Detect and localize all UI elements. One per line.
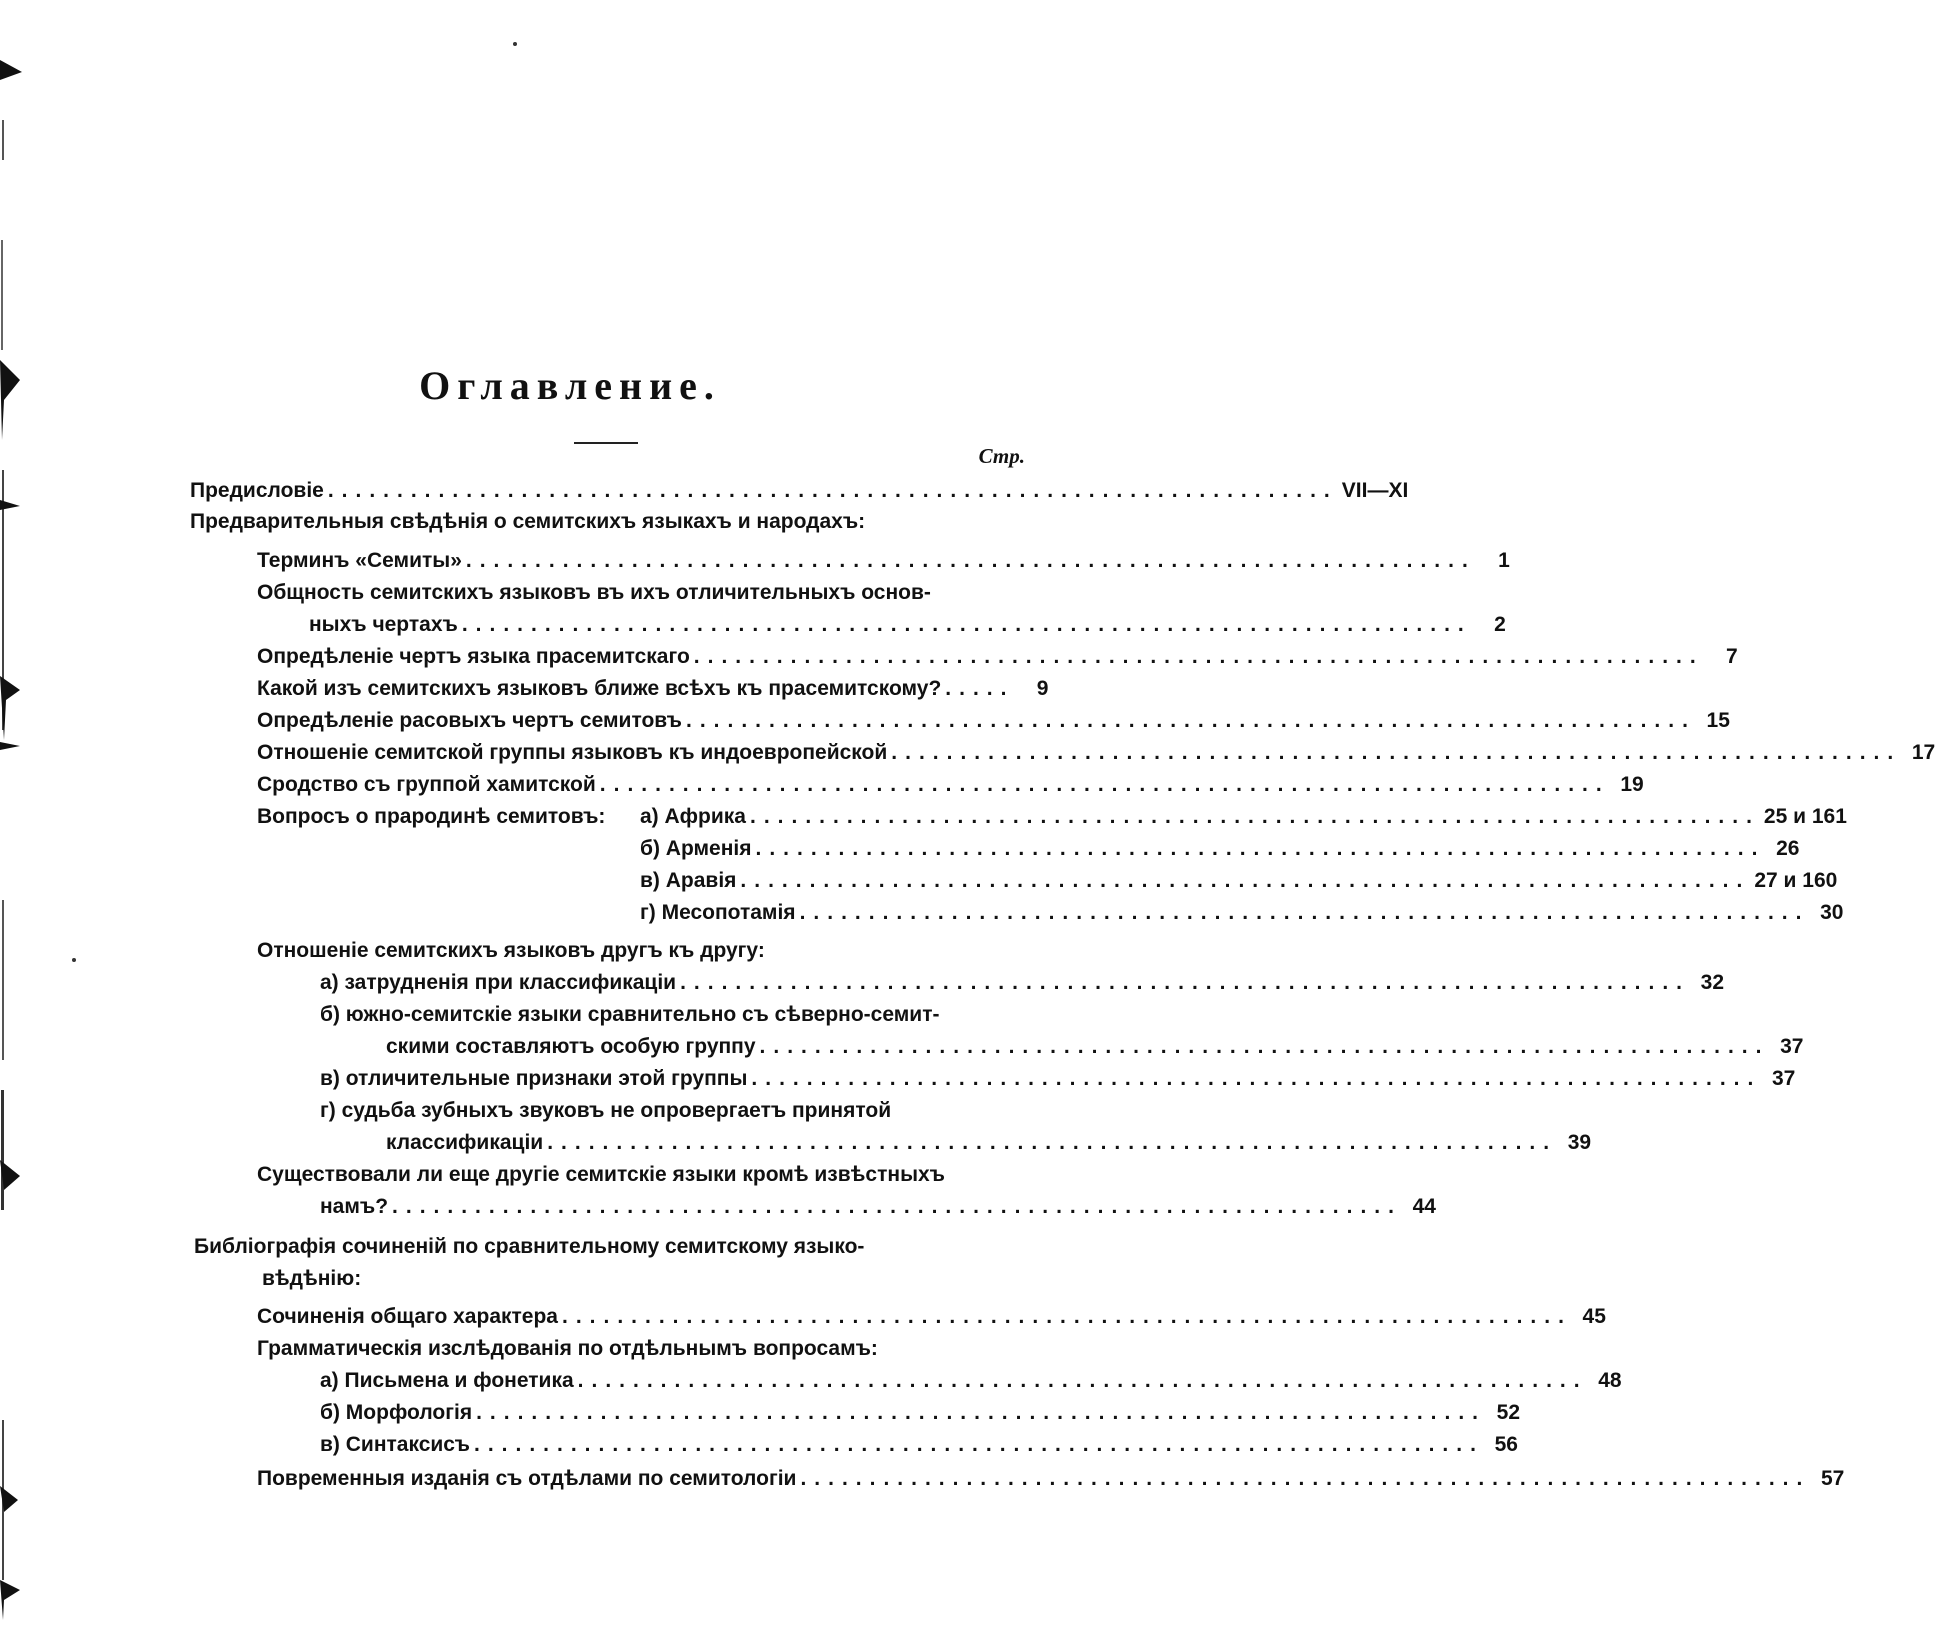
toc-entry: [320, 1430, 1518, 1460]
toc-entry-page: 2: [1494, 613, 1506, 636]
toc-entry-text: ныхъ чертахъ: [309, 613, 458, 636]
toc-entry: [640, 834, 1800, 864]
toc-heading-text: Предварительныя свѣдѣнія о семитскихъ языкахъ и народахъ:: [190, 510, 866, 533]
toc-entry-text: в) Синтаксисъ: [320, 1433, 470, 1456]
toc-entry-page: 44: [1412, 1195, 1436, 1218]
toc-entry: [257, 1464, 1845, 1494]
toc-entry: [257, 738, 1935, 768]
toc-entry-text: а) Африка: [640, 805, 746, 828]
leader-dots: .........................................................................: [759, 1035, 1770, 1058]
leader-dots: .........................................................................: [392, 1195, 1402, 1218]
toc-subheading: [257, 936, 1028, 966]
leader-dots: .........................................................................: [327, 479, 1338, 502]
toc-entry-page: 9: [1036, 677, 1049, 700]
toc-entry-text: б) Арменія: [640, 837, 752, 860]
toc-entry-text: в) Аравія: [640, 869, 737, 892]
toc-entry: [320, 1398, 1520, 1428]
toc-entry: [386, 1032, 1804, 1062]
toc-entry-text: Отношеніе семитской группы языковъ къ индоевропейской: [257, 741, 888, 764]
toc-entry-page: 52: [1496, 1401, 1520, 1424]
toc-entry-text: Предисловіе: [190, 479, 324, 502]
toc-entry: [320, 1064, 1796, 1094]
toc-entry: [640, 866, 1838, 896]
toc-entry: [640, 802, 1847, 832]
toc-entry-text: Терминъ «Семиты»: [257, 549, 462, 572]
toc-entry-page: 32: [1700, 971, 1724, 994]
leader-dots: .........................................................................: [599, 773, 1610, 796]
leader-dots: .........................................................................: [461, 613, 1472, 636]
toc-entry-page: 19: [1620, 773, 1644, 796]
toc-entry-page: 15: [1706, 709, 1730, 732]
toc-entry-page: 45: [1582, 1305, 1606, 1328]
toc-entry-text: Сродство съ группой хамитской: [257, 773, 596, 796]
toc-subheading: [257, 1334, 1028, 1364]
toc-entry: [257, 642, 1738, 672]
toc-entry-page: 48: [1598, 1369, 1622, 1392]
toc-entry-text: г) Месопотамія: [640, 901, 796, 924]
toc-entry-text: Отношеніе семитскихъ языковъ другъ къ другу:: [257, 939, 765, 962]
page-column-label: Стр.: [978, 444, 1025, 468]
toc-heading-text: вѣдѣнію:: [262, 1267, 362, 1290]
leader-dots: .........................................................................: [474, 1433, 1484, 1456]
leader-dots: .........................................................................: [561, 1305, 1572, 1328]
toc-section-heading: [262, 1264, 1028, 1294]
leader-dots: .........................................................................: [680, 971, 1690, 994]
toc-entry-text: Вопросъ о прародинѣ семитовъ:: [257, 805, 606, 828]
leader-dots: .........................................................................: [755, 837, 1766, 860]
toc-entry-text: б) южно-семитскіе языки сравнительно съ сѣверно-семит-: [320, 1003, 940, 1026]
toc-entry: [257, 546, 1510, 576]
toc-entry-page: 7: [1726, 645, 1738, 668]
toc-entry-text: в) отличительные признаки этой группы: [320, 1067, 748, 1090]
toc-entry-line: [257, 578, 1028, 608]
toc-entry: [257, 674, 1049, 704]
toc-entry-text: г) судьба зубныхъ звуковъ не опровергаетъ принятой: [320, 1099, 892, 1122]
toc-entry-text: а) Письмена и фонетика: [320, 1369, 574, 1392]
toc-entry-page: 26: [1776, 837, 1800, 860]
toc-entry-page: 56: [1494, 1433, 1518, 1456]
toc-entry-text: Повременныя изданія съ отдѣлами по семитологіи: [257, 1467, 797, 1490]
toc-entry-text: а) затрудненія при классификаціи: [320, 971, 677, 994]
toc-entry-page: 37: [1780, 1035, 1804, 1058]
toc-entry-text: б) Морфологія: [320, 1401, 473, 1424]
leader-dots: .........................................................................: [800, 1467, 1811, 1490]
toc-entry-text: Какой изъ семитскихъ языковъ ближе всѣхъ къ прасемитскому?: [257, 677, 942, 700]
toc-entry-page: 27 и 160: [1754, 869, 1838, 892]
toc-entry-page: 57: [1821, 1467, 1845, 1490]
toc-entry: [257, 706, 1730, 736]
leader-dots: .........................................................................: [749, 805, 1760, 828]
leader-dots: .........................................................................: [465, 549, 1476, 572]
toc-entry-line: [257, 1160, 1028, 1190]
toc-entry-text: Опредѣленіе расовыхъ чертъ семитовъ: [257, 709, 682, 732]
toc-entry-page: 39: [1567, 1131, 1592, 1154]
toc-entry-text: намъ?: [320, 1195, 389, 1218]
toc-entry: [309, 610, 1506, 640]
leader-dots: .........................................................................: [891, 741, 1902, 764]
toc-entry-line: [320, 1096, 1028, 1126]
toc-entry-text: Существовали ли еще другіе семитскіе языки кромѣ извѣстныхъ: [257, 1163, 945, 1186]
toc-entry-page: 37: [1771, 1067, 1796, 1090]
toc-entry-page: 1: [1498, 549, 1510, 572]
toc-entry: [320, 1366, 1622, 1396]
leader-dots: .........................................................................: [685, 709, 1696, 732]
leader-dots: .........................................................................: [547, 1131, 1558, 1154]
toc-entry: [257, 1302, 1606, 1332]
toc-entry: [257, 770, 1644, 800]
toc-entry-text: Опредѣленіе чертъ языка прасемитскаго: [257, 645, 690, 668]
toc-entry: [320, 1192, 1436, 1222]
toc-entry-page: 17: [1911, 741, 1935, 764]
toc-entry-page: VII—XI: [1341, 479, 1409, 502]
toc-heading-text: Библіографія сочиненій по сравнительному семитскому языко-: [194, 1235, 865, 1258]
leader-dots: .........................................................................: [476, 1401, 1486, 1424]
toc-entry-page: 30: [1820, 901, 1844, 924]
leader-dots: .........................................................................: [577, 1369, 1588, 1392]
toc-entry-text: скими составляютъ особую группу: [386, 1035, 756, 1058]
toc-section-heading: [190, 507, 1028, 537]
leader-dots: .....: [945, 677, 1015, 700]
toc-entry-line: [257, 802, 637, 832]
leader-dots: .........................................................................: [751, 1067, 1762, 1090]
toc-entry-text: Сочиненія общаго характера: [257, 1305, 558, 1328]
toc-entry-line: [320, 1000, 1028, 1030]
page-title: Оглавление.: [419, 363, 721, 408]
toc-entry-text: Грамматическія изслѣдованія по отдѣльнымъ вопросамъ:: [257, 1337, 878, 1360]
toc-entry-page: 25 и 161: [1763, 805, 1847, 828]
leader-dots: .........................................................................: [799, 901, 1810, 924]
toc-entry-text: Общность семитскихъ языковъ въ ихъ отличительныхъ основ-: [257, 581, 931, 604]
toc-entry-text: классификаціи: [386, 1131, 544, 1154]
toc-entry: [386, 1128, 1592, 1158]
toc-entry: [320, 968, 1724, 998]
leader-dots: .........................................................................: [740, 869, 1751, 892]
leader-dots: .........................................................................: [693, 645, 1704, 668]
toc-section-heading: [194, 1232, 1028, 1262]
toc-entry: [190, 476, 1409, 506]
toc-entry: [640, 898, 1844, 928]
